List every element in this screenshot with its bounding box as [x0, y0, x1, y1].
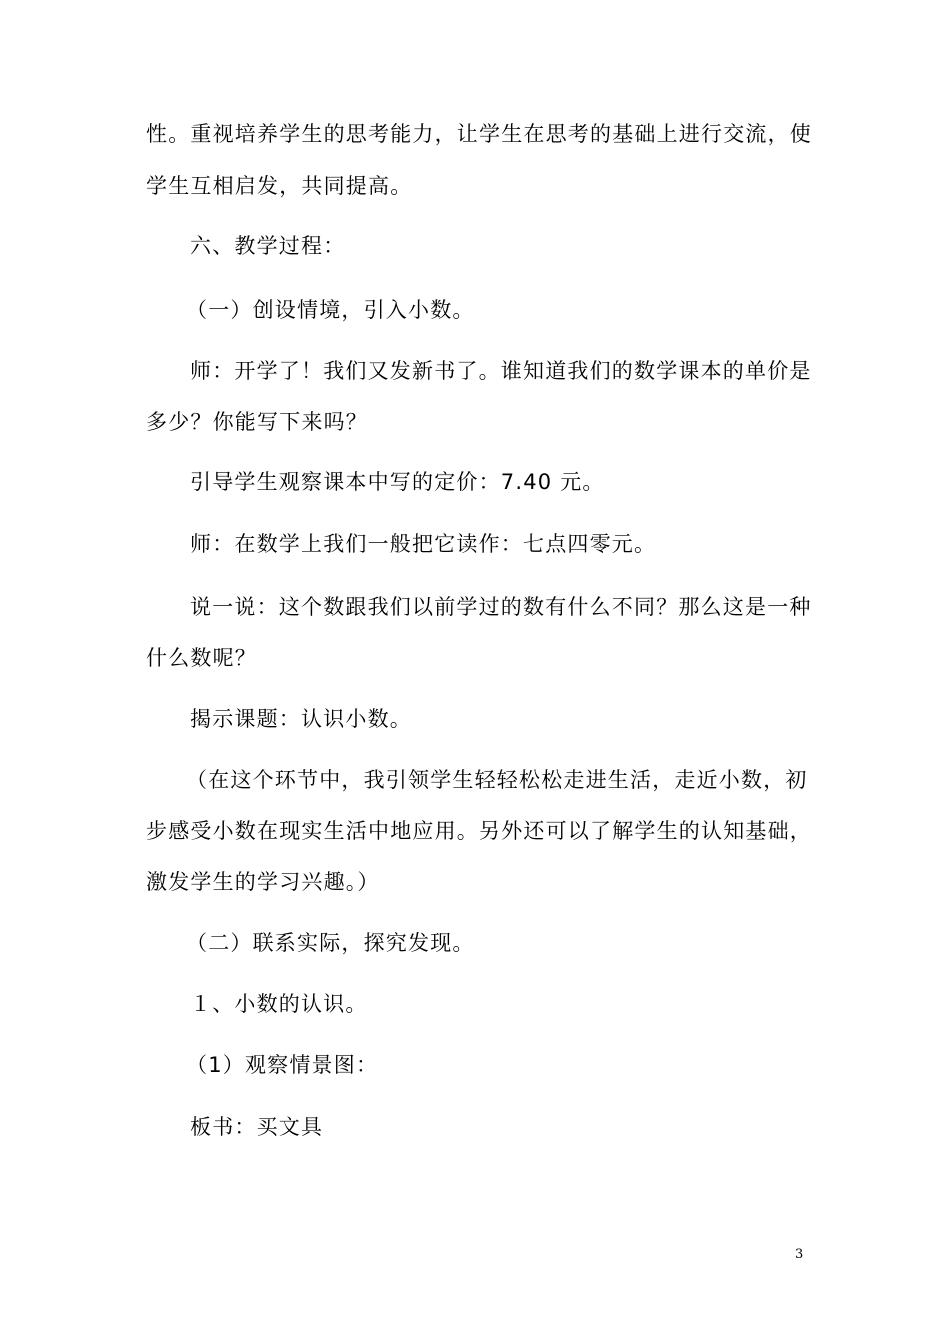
text-line-content: 师：在数学上我们一般把它读作：七点四零元。: [190, 532, 657, 556]
text-line-content: 引导学生观察课本中写的定价：7.40 元。: [190, 470, 605, 494]
subsection-heading-text: （二）联系实际，探究发现。: [186, 931, 475, 955]
text-line-content: １、小数的认识。: [190, 992, 368, 1016]
text-line-content: 步感受小数在现实生活中地应用。另外还可以了解学生的认知基础，: [146, 819, 812, 843]
text-line-content: 揭示课题：认识小数。: [190, 707, 412, 731]
subsection-heading-text: （一）创设情境，引入小数。: [186, 298, 475, 322]
text-line-content: 师：开学了！我们又发新书了。谁知道我们的数学课本的单价是: [190, 359, 812, 383]
text-line-content: 说一说：这个数跟我们以前学过的数有什么不同？那么这是一种: [190, 595, 812, 619]
text-line-content: 板书：买文具: [190, 1115, 324, 1139]
text-line-content: 多少？你能写下来吗？: [146, 410, 368, 434]
text-line-content: 什么数呢？: [146, 646, 257, 670]
text-line-content: （1）观察情景图：: [186, 1053, 379, 1077]
section-heading-text: 六、教学过程：: [190, 234, 346, 258]
text-line-content: 学生互相启发，共同提高。: [146, 174, 413, 198]
page-number: 3: [795, 1247, 804, 1262]
text-line-content: （在这个环节中，我引领学生轻轻松松走进生活，走近小数，初: [186, 768, 808, 792]
text-line-content: 性。重视培养学生的思考能力，让学生在思考的基础上进行交流，使: [146, 122, 812, 146]
text-line-content: 激发学生的学习兴趣。）: [146, 870, 380, 894]
